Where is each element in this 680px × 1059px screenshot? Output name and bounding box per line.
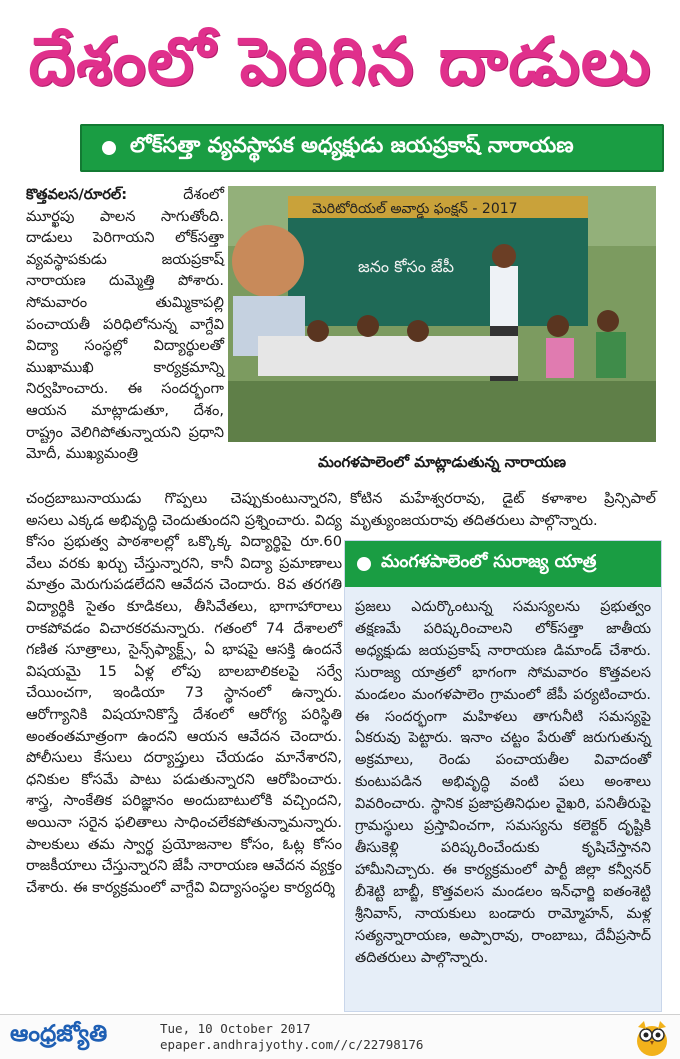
newspaper-logo: ఆంధ్రజ్యోతి <box>10 1021 108 1047</box>
article-intro-text: దేశంలో మూర్ఖపు పాలన సాగుతోంది. దాడులు పెరిగాయని లోక్‌సత్తా వ్యవస్థాపకుడు జయప్రకాష్ నారాయణ దుమ్మెత్తి పోశారు. సోమవారం తుమ్మికాపల్లి పంచాయతీ పరిధిలోనున్న వాగ్దేవి విద్యా సంస్థల్లో విద్యార్థులతో ముఖాముఖి కార్యక్రమాన్ని నిర్వహించారు. ఈ సందర్భంగా ఆయన మాట్లాడుతూ, దేశం, రాష్ట్రం వెలిగిపోతున్నాయని ప్రధాని మోదీ, ముఖ్యమంత్రి <box>26 186 224 463</box>
edition-date: Tue, 10 October 2017 <box>160 1021 311 1036</box>
owl-icon <box>634 1017 670 1057</box>
article-column-intro <box>26 184 224 465</box>
bullet-icon <box>357 557 371 571</box>
sidebar-title: మంగళపాలెంలో సురాజ్య యాత్ర <box>381 552 597 572</box>
subheadline-text: లోక్‌సత్తా వ్యవస్థాపక అధ్యక్షుడు జయప్రకాష్ నారాయణ <box>130 133 574 157</box>
photo-banner-text: మెరిటోరియల్ అవార్డు ఫంక్షన్ - 2017 <box>312 201 518 217</box>
dateline: కొత్తవలస/రూరల్: <box>26 186 128 203</box>
news-photo <box>228 186 656 442</box>
sidebar-body: ప్రజలు ఎదుర్కొంటున్న సమస్యలను ప్రభుత్వం తక్షణమే పరిష్కరించాలని లోక్‌సత్తా జాతీయ అధ్యక్షుడు జయప్రకాష్ నారాయణ డిమాండ్ చేశారు. సురాజ్య యాత్రలో భాగంగా సోమవారం కొత్తవలస మండలం మంగళపాలెం గ్రామంలో జేపీ పర్యటించారు. ఈ సందర్భంగా మహిళలు తాగునీటి సమస్యపై ఏకరువు పెట్టారు. ఇనాం చట్టం పేరుతో జరుగుతున్న అక్రమాలు, రెండు పంచాయతీల వివాదంతో కుంటుపడిన అభివృద్ధి వంటి పలు అంశాలు వివరించారు. స్థానిక ప్రజాప్రతినిధుల వైఖరి, పనితీరుపై గ్రామస్థులు ప్రస్తావించగా, సమస్యను కలెక్టర్ దృష్టికి తీసుకెళ్లి పరిష్కరించేందుకు కృషిచేస్తానని హామీనిచ్చారు. ఈ కార్యక్రమంలో పార్టీ జిల్లా కన్వీనర్ బీశెట్టి బాబ్జీ, కొత్తవలస మండలం ఇన్‌ఛార్జి ఐతంశెట్టి శ్రీనివాస్, నాయకులు బండారు రామ్మోహన్, మళ్ల సత్యన్నారాయణ, అప్పారావు, రాంబాబు, దేవీప్రసాద్ తదితరులు పాల్గొన్నారు. <box>355 599 651 966</box>
edition-meta <box>160 1021 423 1053</box>
photo-banner-text-2: జనం కోసం జేపీ <box>358 257 454 276</box>
photo-illustration <box>228 186 656 442</box>
article-continued: కోటిన మహేశ్వరరావు, డైట్ కళాశాల ప్రిన్సిపాల్ మృత్యుంజయరావు తదితరులు పాల్గొన్నారు. <box>350 490 656 529</box>
edition-url: epaper.andhrajyothy.com//c/22798176 <box>160 1037 424 1052</box>
sidebar-box <box>344 540 662 1012</box>
photo-caption: మంగళపాలెంలో మాట్లాడుతున్న నారాయణ <box>317 453 567 471</box>
footer-bar <box>0 1014 680 1059</box>
subheadline-banner <box>80 124 664 172</box>
sidebar-title-banner <box>345 541 661 587</box>
headline: దేశంలో పెరిగిన దాడులు <box>28 23 652 100</box>
article-column-body: చంద్రబాబునాయుడు గొప్పలు చెప్పుకుంటున్నారని, అసలు ఎక్కడ అభివృద్ధి చెందుతుందని ప్రశ్నించారు. విద్య కోసం ప్రభుత్వ పాఠశాలల్లో ఒక్కొక్క విద్యార్థిపై రూ.60 వేలు వరకు ఖర్చు చేస్తున్నారని, కానీ విద్యా ప్రమాణాలు మాత్రం మెరుగుపడలేదని ఆవేదన చెందారు. 8వ తరగతి విద్యార్థికి సైతం కూడికలు, తీసివేతలు, భాగాహారాలు రాకపోవడం విచారకరమన్నారు. గతంలో 74 దేశాలలో గణిత సూత్రాలు, సైన్స్‌ఫ్యాక్ట్స్, ఏ భాషపై ఆసక్తి ఉందనే విషయమై 15 ఏళ్ల లోపు బాలబాలికలపై సర్వే చేయించగా, ఇండియా 73 స్థానంలో ఉన్నారు. ఆరోగ్యానికి విషయానికొస్తే దేశంలో ఆరోగ్య పరిస్థితి అంతంతమాత్రంగా ఉందని ఆయన ఆవేదన చెందారు. పోలీసులు కేసులు దర్యాప్తులు చేయడం మానేశారని, ధనికుల కోసమే పాటు పడుతున్నారని ఆరోపించారు. శాస్త్ర, సాంకేతిక పరిజ్ఞానం అందుబాటులోకి వచ్చిందని, అయినా సరైన ఫలితాలు సాధించలేకపోతున్నామన్నారు. పాలకులు తమ స్వార్థ ప్రయోజనాల కోసం, ఓట్ల కోసం రాజకీయాలు చేస్తున్నారని జేపీ నారాయణ ఆవేదన వ్యక్తం చేశారు. ఈ కార్యక్రమంలో వాగ్దేవి విద్యాసంస్థల కార్యదర్శి <box>26 490 342 896</box>
bullet-icon <box>102 141 116 155</box>
